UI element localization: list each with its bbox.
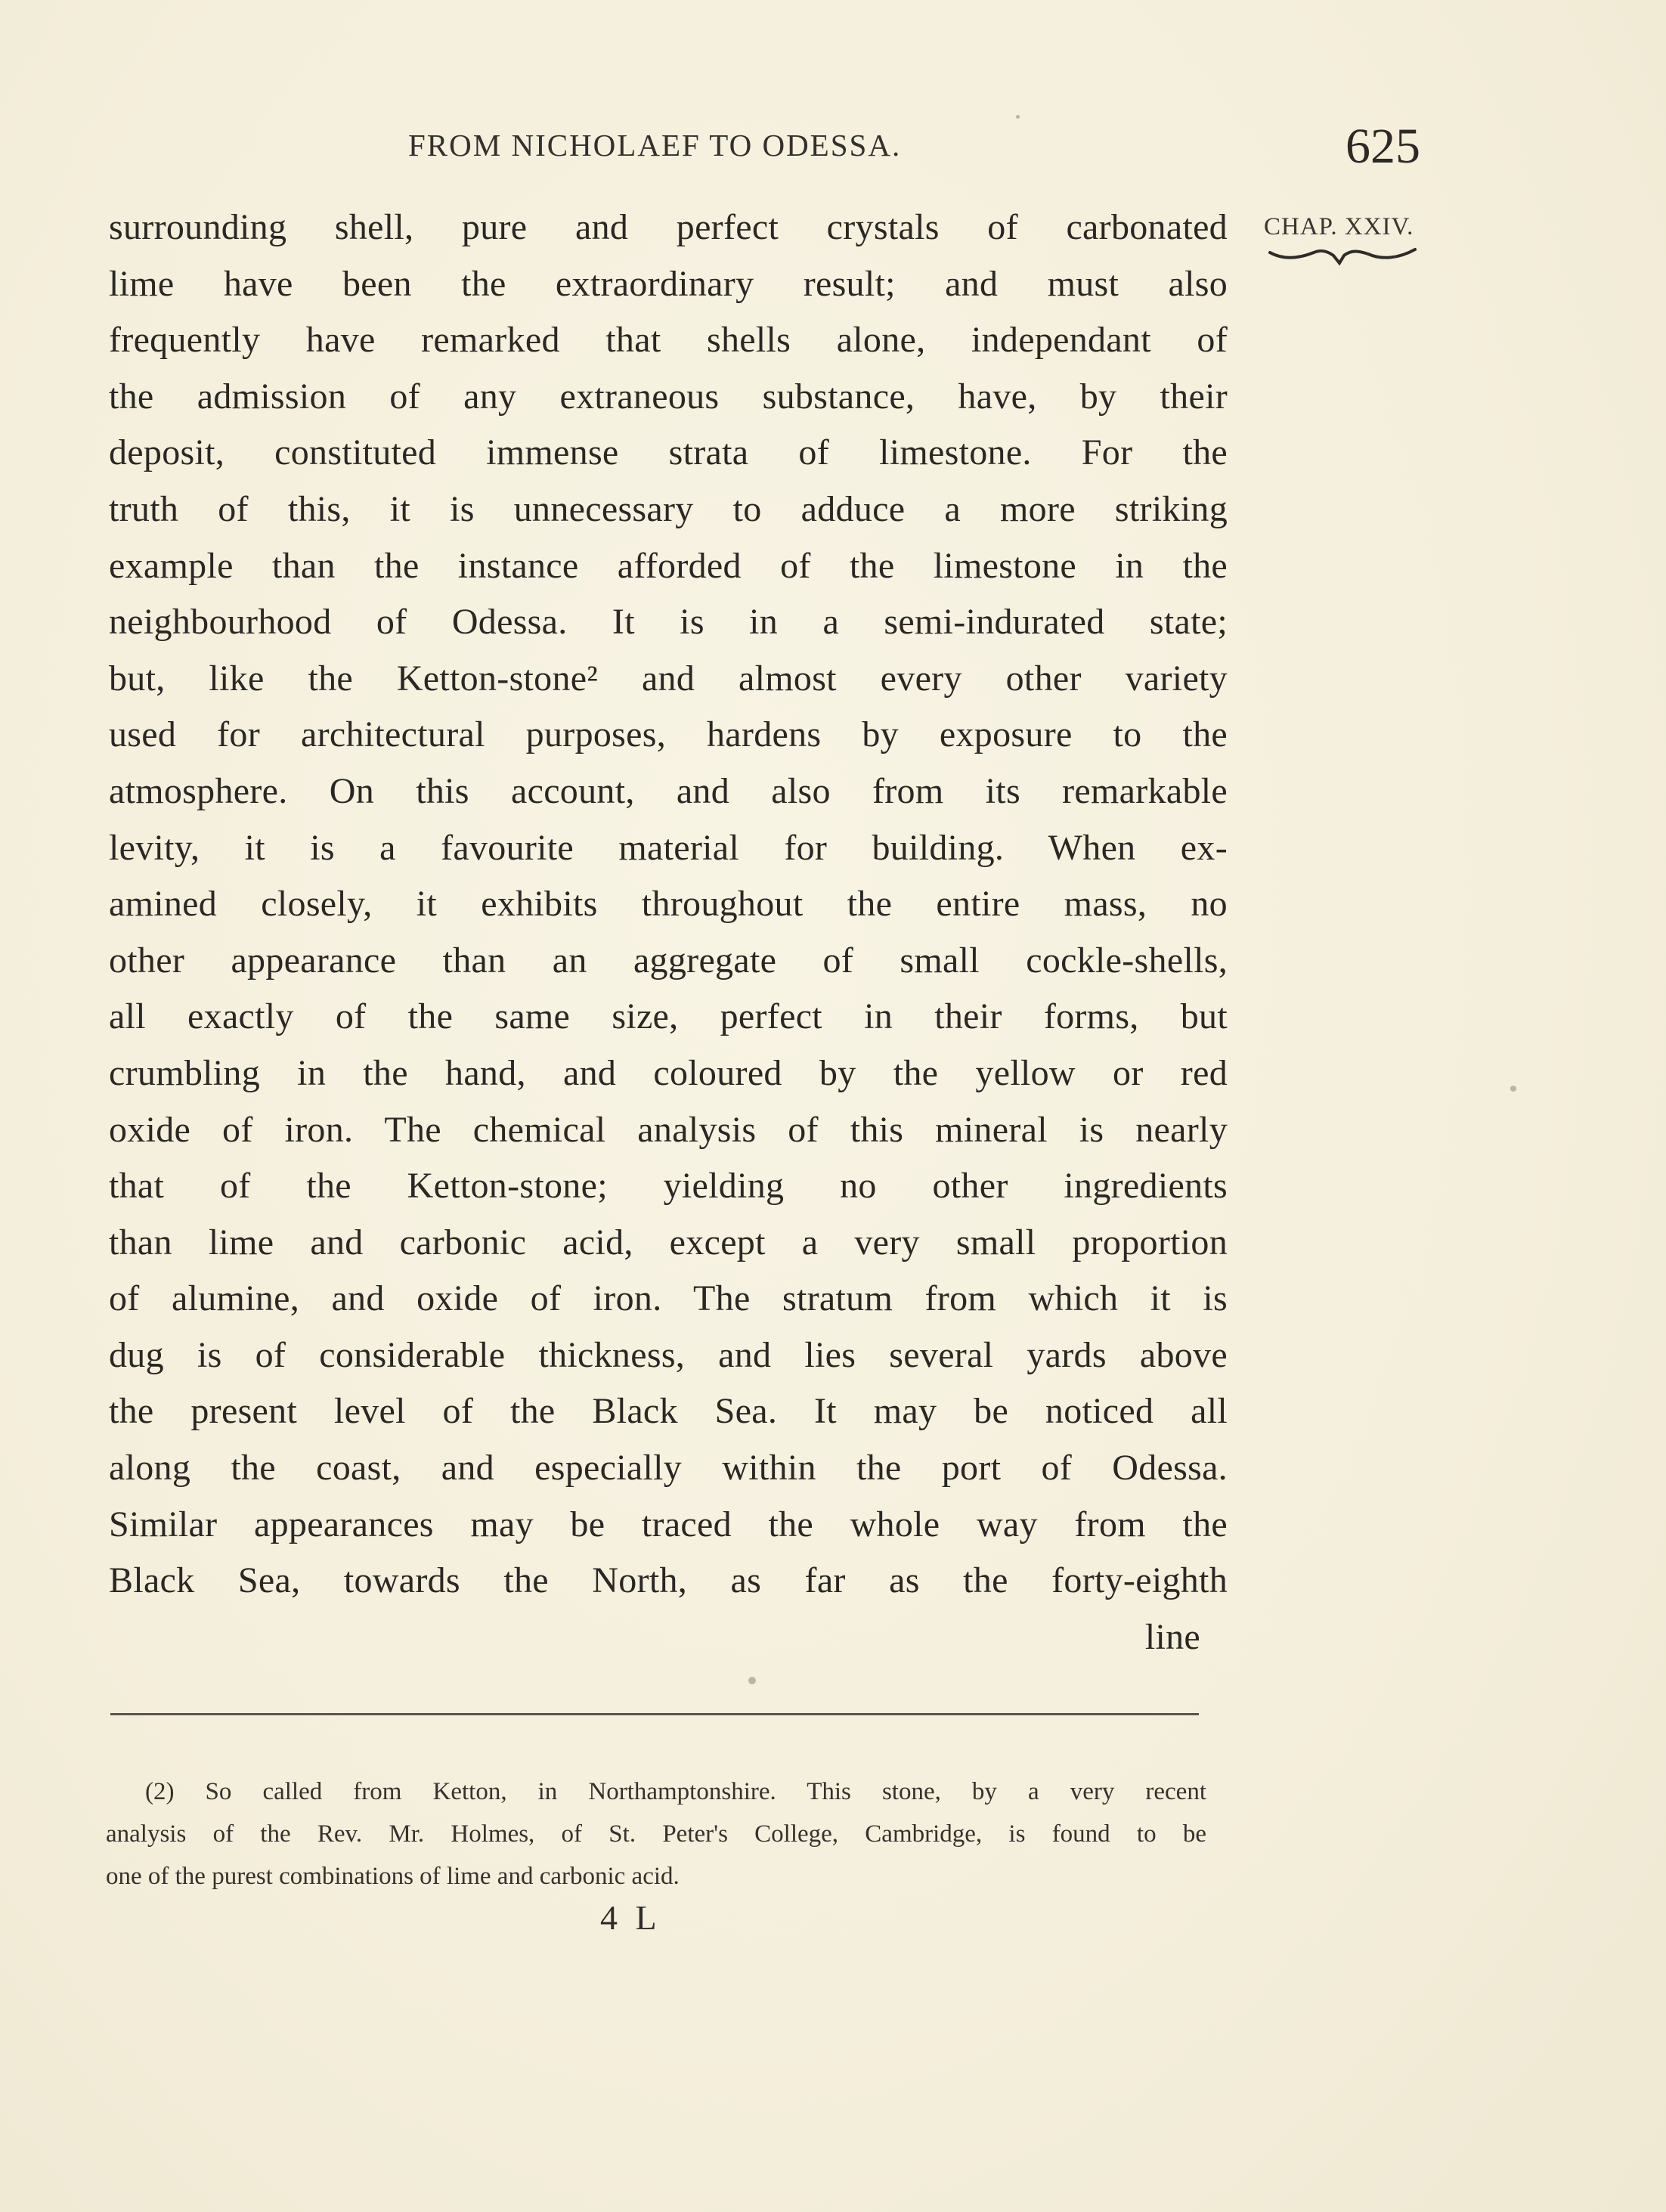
paper-speck [1510,1086,1516,1092]
text-line: used for architectural purposes, hardens by exposure to the [109,714,1228,755]
text-line: all exactly of the same size, perfect in their forms, but [109,996,1228,1037]
text-line: that of the Ketton-stone; yielding no other ingredients [109,1166,1228,1207]
footnote-line: one of the purest combinations of lime and carbonic acid. [106,1863,680,1890]
text-line: but, like the Ketton-stone² and almost every other variety [109,658,1228,699]
chapter-ornament-icon [1268,246,1417,274]
text-line: Black Sea, towards the North, as far as the forty-eighth [109,1560,1228,1601]
text-line: the present level of the Black Sea. It may be noticed all [109,1391,1228,1432]
text-line: lime have been the extraordinary result; and must also [109,263,1228,304]
signature-mark: 4 L [600,1898,661,1937]
catchword: line [1144,1616,1200,1657]
chapter-label: CHAP. XXIV. [1264,213,1414,240]
text-line: frequently have remarked that shells alone, independant of [109,320,1228,361]
body-text [109,200,1228,1665]
text-line: Similar appearances may be traced the whole way from the [109,1504,1228,1544]
text-line: the admission of any extraneous substance, have, by their [109,376,1228,417]
footnote [106,1771,1206,1898]
text-line: levity, it is a favourite material for building. When ex- [109,827,1228,868]
running-head: FROM NICHOLAEF TO ODESSA. [408,128,902,163]
text-line: surrounding shell, pure and perfect crystals of carbonated [109,207,1228,247]
footnote-divider [110,1713,1199,1715]
paper-speck [1016,115,1020,119]
text-line: of alumine, and oxide of iron. The stratum from which it is [109,1278,1228,1319]
text-line: neighbourhood of Odessa. It is in a semi-indurated state; [109,602,1228,643]
text-line: truth of this, it is unnecessary to adduce a more striking [109,488,1228,529]
text-line: amined closely, it exhibits throughout the entire mass, no [109,884,1228,925]
text-line: oxide of iron. The chemical analysis of this mineral is nearly [109,1109,1228,1150]
paper-speck [748,1677,756,1684]
text-line: example than the instance afforded of the limestone in the [109,545,1228,586]
text-line: than lime and carbonic acid, except a very small proportion [109,1222,1228,1262]
text-line: other appearance than an aggregate of small cockle-shells, [109,940,1228,981]
footnote-line: analysis of the Rev. Mr. Holmes, of St. Peter's College, Cambridge, is found to be [106,1820,1206,1848]
page-number: 625 [1345,119,1420,174]
text-line: along the coast, and especially within the port of Odessa. [109,1448,1228,1489]
text-line: crumbling in the hand, and coloured by the yellow or red [109,1052,1228,1093]
text-line: deposit, constituted immense strata of limestone. For the [109,432,1228,473]
text-line: dug is of considerable thickness, and lies several yards above [109,1334,1228,1375]
text-line: atmosphere. On this account, and also from its remarkable [109,770,1228,811]
footnote-line: (2) So called from Ketton, in Northamptonshire. This stone, by a very recent [145,1778,1206,1805]
